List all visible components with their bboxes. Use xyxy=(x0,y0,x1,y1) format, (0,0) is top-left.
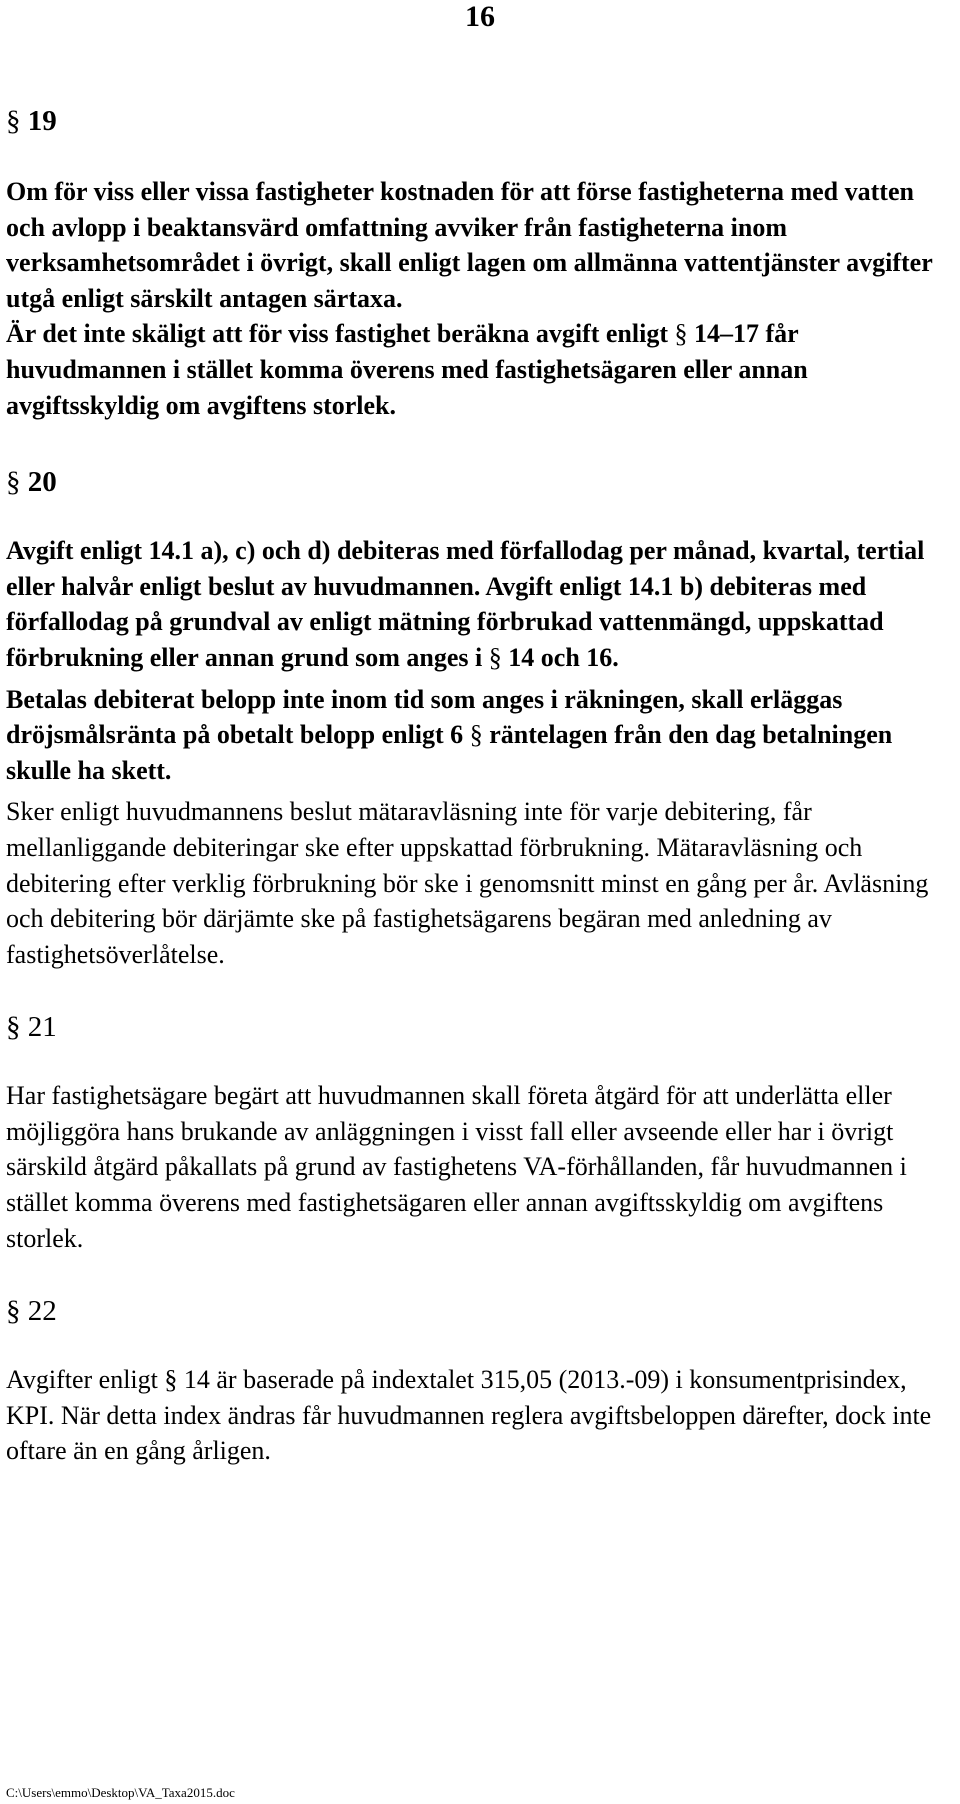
section-21-paragraph-1: Har fastighetsägare begärt att huvudmannen skall företa åtgärd för att underlätta eller möjliggöra hans brukande av anläggningen i visst fall eller avseende eller har i övrigt särskild åtgärd påkallats på grund av fastighetens VA-förhållanden, får huvudmannen i stället komma överens med fastighetsägaren eller annan avgiftsskyldig om avgiftens storlek. xyxy=(6,1081,907,1253)
section-20-paragraph-1 xyxy=(6,533,954,675)
document-body xyxy=(6,104,954,1469)
section-20-paragraph-3: Sker enligt huvudmannens beslut mätaravläsning inte för varje debitering, får mellanliggande debiteringar ske efter uppskattad förbrukning. Mätaravläsning och debitering efter verklig förbrukning bör ske i genomsnitt minst en gång per år. Avläsning och debitering bör därjämte ske på fastighetsägarens begäran med anledning av fastighetsöverlåtelse. xyxy=(6,797,929,969)
section-number: 22 xyxy=(27,1295,57,1328)
page-number: 16 xyxy=(465,0,495,33)
text-run: Avgift enligt 14.1 a), c) och d) debiteras med förfallodag per månad, kvartal, tertial eller halvår enligt beslut av huvudmannen. Avgift enligt 14.1 b) debiteras med förfallodag på grundval av enligt mätning förbrukad vattenmängd, uppskattad förbrukning eller annan grund som anges i xyxy=(6,536,925,672)
section-22-heading xyxy=(6,1294,954,1328)
section-sign: § xyxy=(469,720,483,750)
section-sign: § xyxy=(6,105,21,137)
text-run: 14–17 får huvudmannen i stället komma överens med fastighetsägaren eller annan avgiftsskyldig om avgiftens storlek. xyxy=(6,319,808,420)
section-sign: § xyxy=(6,1011,21,1044)
text-run: 14 är baserade på indextalet 315,05 (2013.-09) i konsumentprisindex, KPI. När detta index ändras får huvudmannen reglera avgiftsbeloppen därefter, dock inte oftare än en gång årligen. xyxy=(6,1365,932,1466)
section-number: 21 xyxy=(27,1011,57,1044)
section-20-heading xyxy=(6,465,954,499)
text-run: Är det inte skäligt att för viss fastighet beräkna avgift enligt xyxy=(6,319,675,349)
text-run: 14 och 16. xyxy=(501,642,619,672)
section-19-paragraph-2 xyxy=(6,316,954,423)
section-sign: § xyxy=(6,466,21,499)
section-number: 19 xyxy=(27,105,57,137)
section-sign: § xyxy=(674,319,688,349)
section-21-heading xyxy=(6,1010,954,1044)
text-run: Avgifter enligt xyxy=(6,1365,165,1395)
section-20-paragraph-2 xyxy=(6,682,954,789)
section-sign: § xyxy=(6,1295,21,1328)
text-run: räntelagen från den dag betalningen skulle ha skett. xyxy=(6,720,893,785)
text-run: Betalas debiterat belopp inte inom tid som anges i räkningen, skall erläggas dröjsmålsränta på obetalt belopp enligt 6 xyxy=(6,684,843,750)
section-sign: § xyxy=(164,1365,178,1395)
section-sign: § xyxy=(488,642,502,672)
footer-file-path: C:\Users\emmo\Desktop\VA_Taxa2015.doc xyxy=(6,1785,235,1800)
section-19-paragraph-1: Om för viss eller vissa fastigheter kostnaden för att förse fastigheterna med vatten och avlopp i beaktansvärd omfattning avviker från fastigheterna inom verksamhetsområdet i övrigt, skall enligt lagen om allmänna vattentjänster avgifter utgå enligt särskilt antagen särtaxa. xyxy=(6,177,933,313)
section-19-heading xyxy=(6,104,954,138)
section-22-paragraph-1 xyxy=(6,1362,954,1469)
section-number: 20 xyxy=(27,466,57,499)
